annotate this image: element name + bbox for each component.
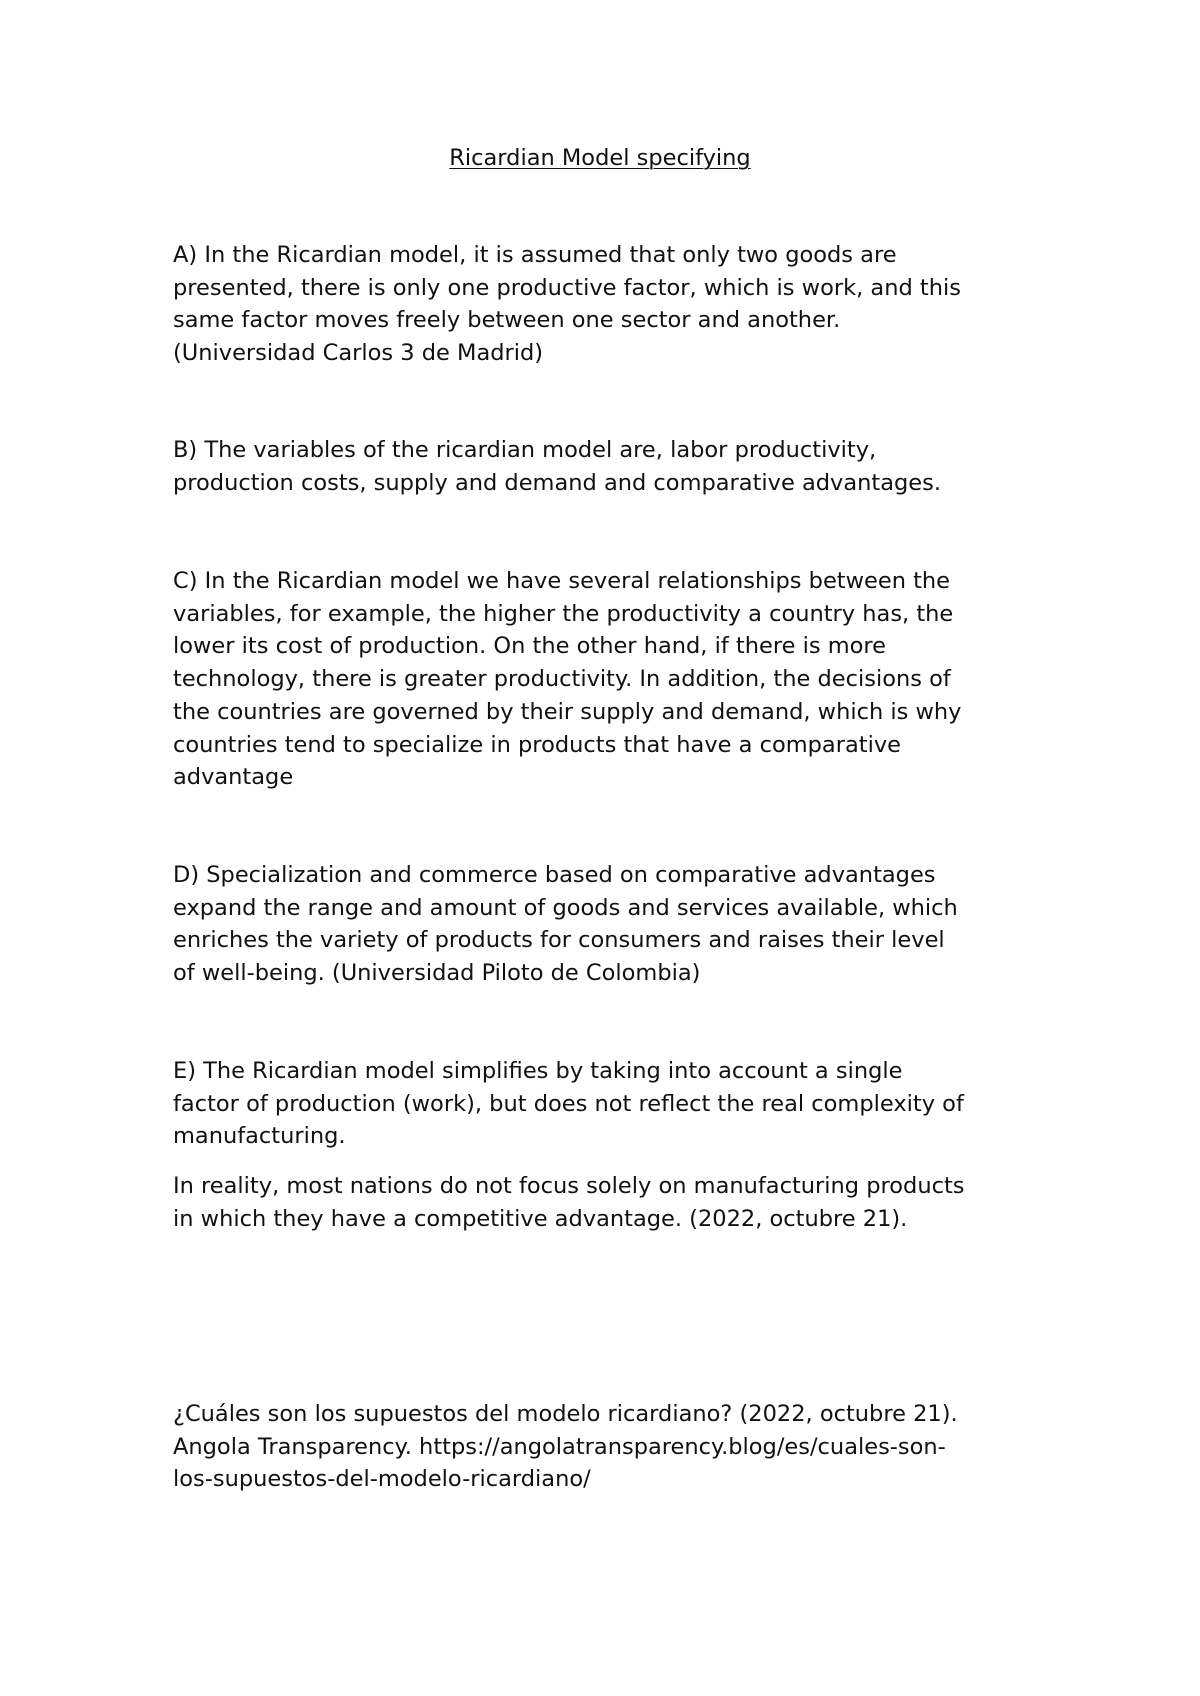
- page-title-text: Ricardian Model specifying: [449, 145, 751, 171]
- paragraph-d: D) Specialization and commerce based on comparative advantages expand the range and amount of goods and services available, which enriches the variety of products for consumers and raises their level of well-being. (Universidad Piloto de Colombia): [173, 862, 958, 987]
- paragraph-a: A) In the Ricardian model, it is assumed that only two goods are presented, there is only one productive factor, which is work, and this same factor moves freely between one sector and another. (Universidad Carlos 3 de Madrid): [173, 242, 961, 367]
- reference-citation: ¿Cuáles son los supuestos del modelo ricardiano? (2022, octubre 21). Angola Transparency. https://angolatransparency.blog/es/cuales-son- los-supuestos-del-modelo-ricardiano/: [173, 1401, 958, 1493]
- paragraph-e-continued: In reality, most nations do not focus solely on manufacturing products in which they have a competitive advantage. (2022, octubre 21).: [173, 1173, 965, 1232]
- paragraph-e: E) The Ricardian model simplifies by taking into account a single factor of production (work), but does not reflect the real complexity of manufacturing.: [173, 1058, 964, 1150]
- paragraph-b: B) The variables of the ricardian model are, labor productivity, production costs, supply and demand and comparative advantages.: [173, 437, 942, 496]
- paragraph-c: C) In the Ricardian model we have several relationships between the variables, for example, the higher the productivity a country has, the lower its cost of production. On the other hand, if there is more technology, there is greater productivity. In addition, the decisions of the countries are governed by their supply and demand, which is why countries tend to specialize in products that have a comparative advantage: [173, 568, 962, 791]
- page-title: [0, 143, 1200, 173]
